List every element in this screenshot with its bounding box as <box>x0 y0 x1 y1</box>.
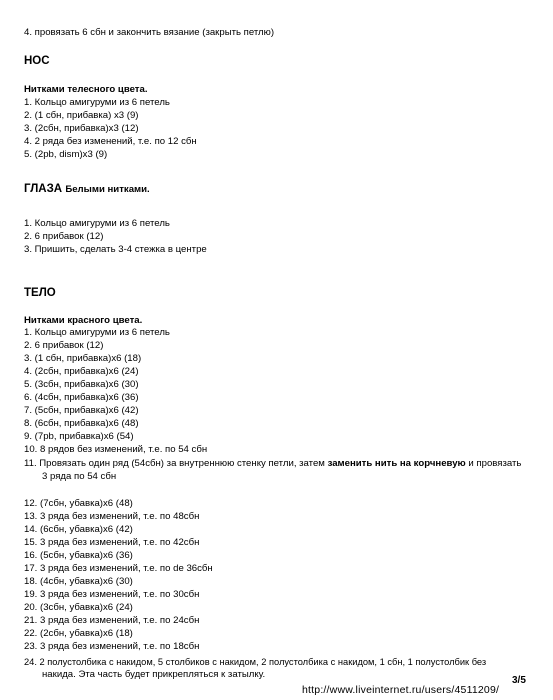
page-number: 3/5 <box>512 675 526 686</box>
list-item: 15. 3 ряда без изменений, т.е. по 42сбн <box>24 537 200 548</box>
watermark-url: http://www.liveinternet.ru/users/4511209/ <box>302 684 500 696</box>
list-item: 3. (2сбн, прибавка)х3 (12) <box>24 123 139 134</box>
list-item: 4. 2 ряда без изменений, т.е. по 12 сбн <box>24 136 197 147</box>
list-item: 3. (1 сбн, прибавка)х6 (18) <box>24 353 142 364</box>
list-item: 16. (5сбн, убавка)х6 (36) <box>24 550 133 561</box>
list-item-step-24: 24. 2 полустолбика с накидом, 5 столбиков с накидом, 2 полустолбика с накидом, 1 сбн, 1 полустолбик без <box>24 657 487 667</box>
list-item: 4. (2сбн, прибавка)х6 (24) <box>24 366 139 377</box>
list-item: 1. Кольцо амигуруми из 6 петель <box>24 97 170 108</box>
list-item: 12. (7сбн, убавка)х6 (48) <box>24 498 133 509</box>
list-item: 13. 3 ряда без изменений, т.е. по 48сбн <box>24 511 200 522</box>
list-item: 22. (2сбн, убавка)х6 (18) <box>24 628 133 639</box>
section-subtitle-nose: Нитками телесного цвета. <box>24 84 148 95</box>
list-item: 5. (2pb, dism)х3 (9) <box>24 149 108 160</box>
section-title-body: ТЕЛО <box>24 287 56 299</box>
list-item-continuation: 3 ряда по 54 сбн <box>42 471 117 482</box>
list-item: 10. 8 рядов без изменений, т.е. по 54 сбн <box>24 444 208 455</box>
list-item: 21. 3 ряда без изменений, т.е. по 24сбн <box>24 615 200 626</box>
list-item: 8. (6сбн, прибавка)х6 (48) <box>24 418 139 429</box>
section-title-eyes-suffix: Белыми нитками. <box>65 184 150 195</box>
section-title-eyes-text: ГЛАЗА <box>24 183 63 195</box>
list-item: 1. Кольцо амигуруми из 6 петель <box>24 327 170 338</box>
list-item: 2. 6 прибавок (12) <box>24 340 104 351</box>
list-item: 2. (1 сбн, прибавка) х3 (9) <box>24 110 139 121</box>
step-11-text: 11. Провязать один ряд (54сбн) за внутреннюю стенку петли, затем <box>24 458 328 469</box>
list-item: 3. Пришить, сделать 3-4 стежка в центре <box>24 244 207 255</box>
list-item: 7. (5сбн, прибавка)х6 (42) <box>24 405 139 416</box>
section-title-nose: НОС <box>24 55 50 67</box>
section-subtitle-body: Нитками красного цвета. <box>24 315 143 326</box>
text-line: 4. провязать 6 сбн и закончить вязание (закрыть петлю) <box>24 27 275 38</box>
step-11-bold: заменить нить на корчневую <box>327 458 466 469</box>
section-title-eyes <box>24 182 150 197</box>
list-item: 20. (3сбн, убавка)х6 (24) <box>24 602 133 613</box>
step-11-text-end: и провязать <box>465 458 522 469</box>
list-item: 1. Кольцо амигуруми из 6 петель <box>24 218 170 229</box>
list-item-step-11 <box>24 458 521 470</box>
list-item: 23. 3 ряда без изменений, т.е. по 18сбн <box>24 641 200 652</box>
list-item: 17. 3 ряда без изменений, т.е. по de 36сбн <box>24 563 213 574</box>
list-item: 19. 3 ряда без изменений, т.е. по 30сбн <box>24 589 200 600</box>
list-item: 9. (7pb, прибавка)х6 (54) <box>24 431 134 442</box>
list-item: 14. (6сбн, убавка)х6 (42) <box>24 524 133 535</box>
list-item-continuation: накида. Эта часть будет прикрепляться к затылку. <box>42 669 266 680</box>
list-item: 2. 6 прибавок (12) <box>24 231 104 242</box>
list-item: 5. (3сбн, прибавка)х6 (30) <box>24 379 139 390</box>
list-item: 6. (4сбн, прибавка)х6 (36) <box>24 392 139 403</box>
list-item: 18. (4сбн, убавка)х6 (30) <box>24 576 133 587</box>
